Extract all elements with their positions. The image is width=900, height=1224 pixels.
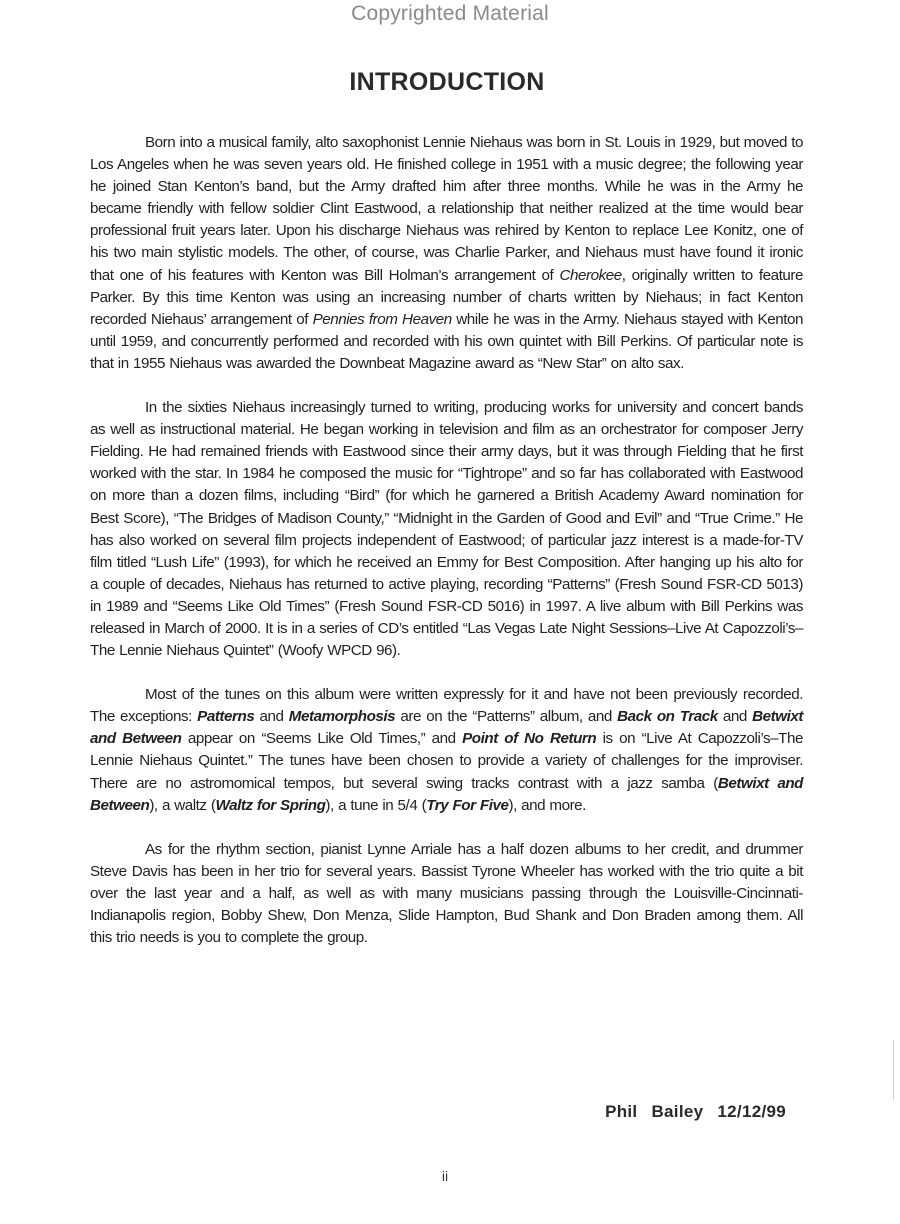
text-span: while he was in the Army. Niehaus stayed with Kenton until 1959, and concurrently performed and recorded with his own quintet with Bill Perkins. Of particular note is that in 1955 Niehaus was awarded the Downbeat Magazine award as “New Star” on alto sax. [90,310,803,372]
text-span: Most of the tunes on this album were written expressly for it and have not been previously recorded. The exceptions: [90,686,803,726]
page-title: INTRODUCTION [349,68,545,96]
introduction-body [90,132,803,971]
page-edge-mark [893,1040,894,1100]
tune-title: Back on Track [617,708,718,726]
paragraph-rhythm-section [90,839,803,949]
text-span: and [254,708,289,726]
text-span: are on the “Patterns” album, and [395,708,618,726]
text-span: ), a tune in 5/4 ( [325,796,427,814]
text-span: is on “Live At Capozzoli’s–The Lennie Niehaus Quintet.” The tunes have been chosen to provide a variety of challenges for the improviser. There are no astromomical tempos, but several swing tracks contrast with a jazz samba ( [90,730,803,792]
paragraph-film-career [90,397,803,662]
tune-title: Metamorphosis [288,708,396,726]
tune-title: Waltz for Spring [215,796,326,814]
author-signature: Phil Bailey 12/12/99 [605,1102,786,1121]
copyright-watermark: Copyrighted Material [351,2,549,25]
tune-title: Betwixt and Between [90,774,804,814]
tune-title: Patterns [197,708,255,726]
text-span: appear on “Seems Like Old Times,” and [181,730,463,748]
page-number: ii [441,1168,449,1184]
tune-title: Try For Five [426,796,509,814]
paragraph-biography [90,132,803,375]
text-span: , originally written to feature Parker. By this time Kenton was using an increasing number of charts written by Niehaus; in fact Kenton recorded Niehaus’ arrangement of [90,266,803,328]
tune-title: Betwixt and Between [90,708,803,748]
song-title-italic: Cherokee [559,266,622,284]
text-span: Born into a musical family, alto saxophonist Lennie Niehaus was born in St. Louis in 1929, but moved to Los Angeles when he was seven years old. He finished college in 1951 with a music degree; the following year he joined Stan Kenton’s band, but the Army drafted him after three months. While he was in the Army he became friendly with fellow soldier Clint Eastwood, a relationship that neither realized at the time would bear professional fruit years later. Upon his discharge Niehaus was rehired by Kenton to replace Lee Konitz, one of his two main stylistic models. The other, of course, was Charlie Parker, and Niehaus must have found it ironic that one of his features with Kenton was Bill Holman’s arrangement of [90,134,804,284]
text-span: In the sixties Niehaus increasingly turned to writing, producing works for university and concert bands as well as instructional material. He began working in television and film as an orchestrator for composer Jerry Fielding. He had remained friends with Eastwood since their army days, but it was through Fielding that he first worked with the star. In 1984 he composed the music for “Tightrope” and so far has collaborated with Eastwood on more than a dozen films, including “Bird” (for which he garnered a British Academy Award nomination for Best Score), “The Bridges of Madison County,” “Midnight in the Garden of Good and Evil” and “True Crime.” He has also worked on several film projects independent of Eastwood; of particular jazz interest is a made-for-TV film titled “Lush Life” (1993), for which he received an Emmy for Best Composition. After hanging up his alto for a couple of decades, Niehaus has returned to active playing, recording “Patterns” (Fresh Sound FSR-CD 5013) in 1989 and “Seems Like Old Times” (Fresh Sound FSR-CD 5016) in 1997. A live album with Bill Perkins was released in March of 2000. It is in a series of CD’s entitled “Las Vegas Late Night Sessions–Live At Capozzoli’s–The Lennie Niehaus Quintet” (Woofy WPCD 96). [90,399,803,660]
text-span: ), and more. [508,796,586,814]
paragraph-album-tunes [90,684,803,817]
tune-title: Point of No Return [462,730,597,748]
text-span: and [717,708,753,726]
song-title-italic: Pennies from Heaven [312,310,452,328]
text-span: As for the rhythm section, pianist Lynne Arriale has a half dozen albums to her credit, and drummer Steve Davis has been in her trio for several years. Bassist Tyrone Wheeler has worked with the trio quite a bit over the last year and a half, as well as with many musicians passing through the Louisville-Cincinnati-Indianapolis region, Bobby Shew, Don Menza, Slide Hampton, Bud Shank and Don Braden among them. All this trio needs is you to complete the group. [90,840,803,947]
text-span: ), a waltz ( [149,796,216,814]
